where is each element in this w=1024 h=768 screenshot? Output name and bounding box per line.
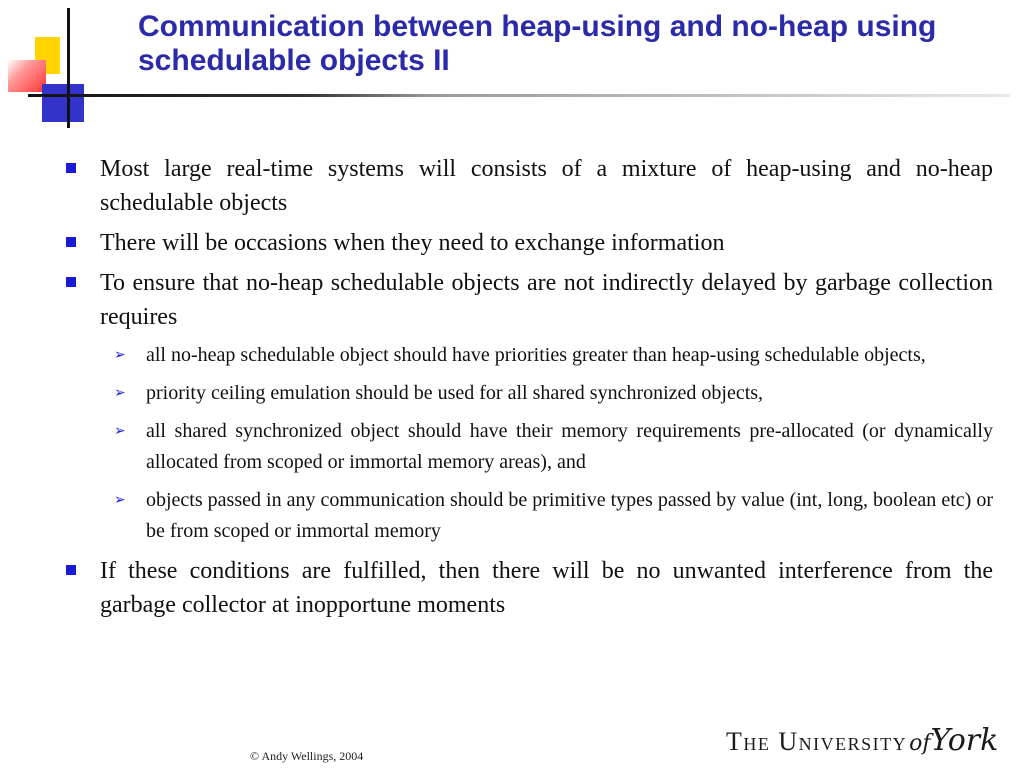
sub-bullet-text: objects passed in any communication should be primitive types passed by value (int, long, boolean etc) or be from scoped or immortal memory	[146, 489, 993, 542]
chevron-right-icon: ➢	[114, 492, 126, 508]
decor-vertical-line	[67, 8, 70, 128]
sub-bullet-item	[106, 378, 993, 409]
sub-bullet-text: all shared synchronized object should have their memory requirements pre-allocated (or dynamically allocated from scoped or immortal memory areas), and	[146, 420, 993, 473]
sub-bullet-item	[106, 485, 993, 547]
footer-copyright: © Andy Wellings, 2004	[250, 749, 364, 763]
sub-bullet-item	[106, 416, 993, 478]
bullet-text: If these conditions are fulfilled, then there will be no unwanted interference from the garbage collector at inopportune moments	[100, 558, 993, 618]
bullet-text: There will be occasions when they need to exchange information	[100, 230, 725, 256]
university-logo	[726, 723, 998, 758]
logo-text: The University	[726, 727, 908, 756]
decor-blue-square	[42, 84, 84, 122]
bullet-text: To ensure that no-heap schedulable objects are not indirectly delayed by garbage collection requires	[100, 270, 993, 330]
logo-of: of	[909, 731, 931, 756]
bullet-text: Most large real-time systems will consists of a mixture of heap-using and no-heap schedulable objects	[100, 156, 993, 216]
decor-horizontal-line	[28, 94, 428, 97]
logo-york: York	[930, 723, 999, 758]
sub-bullet-item	[106, 340, 993, 371]
decor-horizontal-line-fade	[428, 94, 1010, 97]
chevron-right-icon: ➢	[114, 423, 126, 439]
bullet-item	[60, 152, 993, 220]
square-bullet-icon	[66, 163, 76, 173]
slide-title-line1: Communication between heap-using and no-heap using	[138, 10, 937, 43]
slide-title-line2: schedulable objects II	[138, 44, 450, 77]
sub-bullet-text: all no-heap schedulable object should have priorities greater than heap-using schedulable objects,	[146, 344, 926, 366]
chevron-right-icon: ➢	[114, 347, 126, 363]
bullet-item	[60, 226, 993, 260]
sub-bullet-text: priority ceiling emulation should be used for all shared synchronized objects,	[146, 382, 764, 404]
square-bullet-icon	[66, 277, 76, 287]
square-bullet-icon	[66, 237, 76, 247]
square-bullet-icon	[66, 565, 76, 575]
bullet-item	[60, 266, 993, 334]
chevron-right-icon: ➢	[114, 385, 126, 401]
decor-red-square	[8, 60, 46, 92]
bullet-item	[60, 554, 993, 622]
slide-title	[138, 10, 1008, 78]
slide-body	[60, 152, 993, 628]
